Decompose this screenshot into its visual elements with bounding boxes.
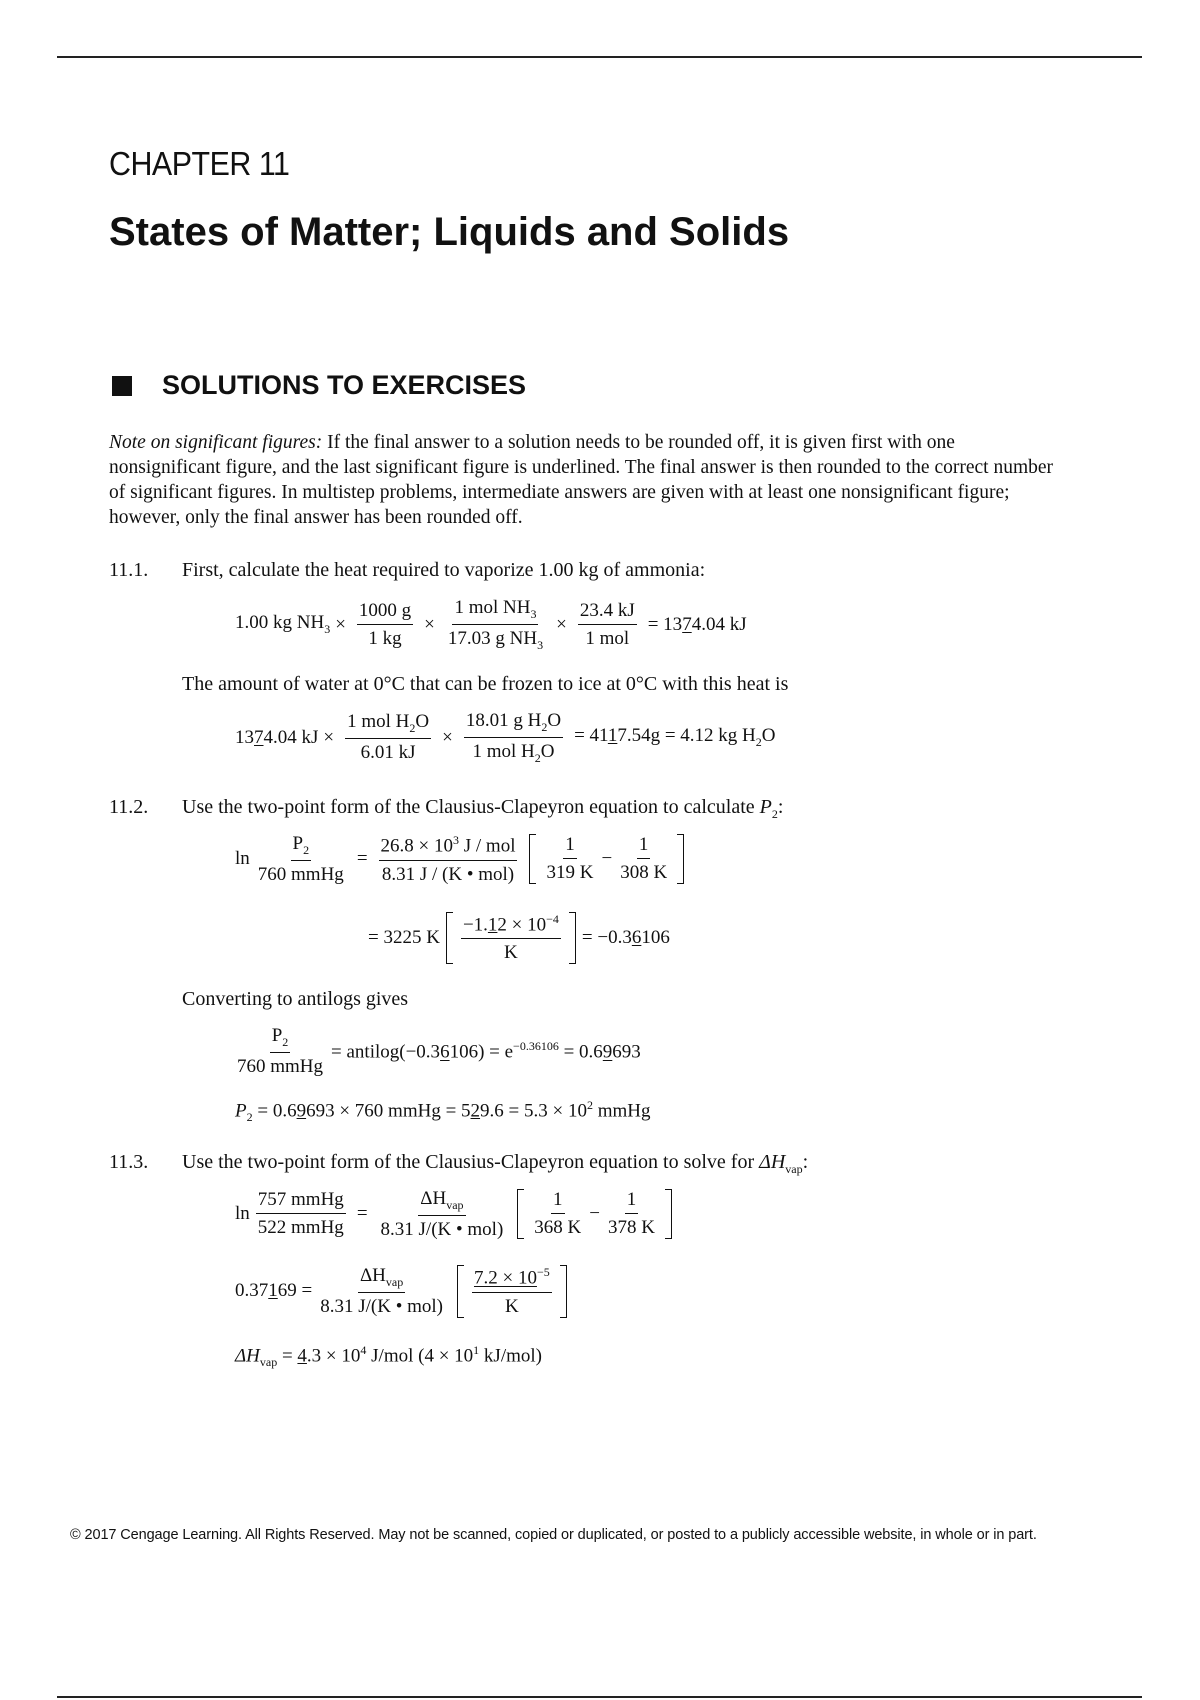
exercise-11-1-intro: First, calculate the heat required to vaporize 1.00 kg of ammonia: <box>182 559 706 581</box>
square-bullet-icon <box>112 376 132 396</box>
exercise-11-1-equation-2: 1374.04 kJ × $\frac{1 mol H_2O}{6.01 kJ}$ × $\frac{18.01 g H_2O}{1 mol H_2O}$ = 4117.54g = 4.12 kg $H_2O$ <box>235 710 776 765</box>
section-heading <box>112 370 526 401</box>
exercise-11-3-equation-3: $\Delta H_{vap} = 4.3 \times 10^4$ J/mol ($4 \times 10^1$ kJ/mol) <box>235 1343 542 1370</box>
exercise-11-1-equation-1: 1.00 kg $NH_3$ × $\frac{1000 g}{1 kg}$ × $\frac{1 mol NH_3}{17.03 g NH_3}$ × $\frac{23.4 kJ}{\text{1 mol}}$ = 1374.04 kJ <box>235 597 747 652</box>
exercise-11-3-equation-1: ln $\frac{\text{757 mmHg}}{\text{522 mmHg}}$ = $\frac{\Delta H_{vap}}{\text{8.31 J/(K • mol)}}$ $\frac{1}{368 K}$ − $\frac{1}{378 K}$ <box>235 1188 678 1241</box>
note-paragraph <box>109 430 1069 530</box>
exercise-11-3-number: 11.3. <box>109 1151 149 1173</box>
note-text: If the final answer to a solution needs to be rounded off, it is given first with one nonsignificant figure, and the last significant figure is underlined. The final answer is then rounded to the correct number of significant figures. In multistep problems, intermediate answers are given with at least one nonsignificant figure; however, only the final answer has been rounded off. <box>109 432 1054 528</box>
exercise-11-1-mid-text: The amount of water at 0°C that can be frozen to ice at 0°C with this heat is <box>182 673 789 695</box>
chapter-label: CHAPTER 11 <box>109 145 290 182</box>
section-heading-text: SOLUTIONS TO EXERCISES <box>162 370 527 400</box>
exercise-11-2-number: 11.2. <box>109 796 149 818</box>
top-rule <box>57 56 1142 58</box>
exercise-11-2-intro: Use the two-point form of the Clausius-Clapeyron equation to calculate $P_2$: <box>182 796 784 821</box>
exercise-11-2-equation-2: = 3225 K $\frac{-1.12 \times 10^{-4}}{K}$ = −0.36106 <box>368 912 670 964</box>
exercise-11-1-number: 11.1. <box>109 559 149 581</box>
copyright-footer: © 2017 Cengage Learning. All Rights Reserved. May not be scanned, copied or duplicated, or posted to a publicly accessible website, in whole or in part. <box>70 1527 1037 1543</box>
exercise-11-3-intro: Use the two-point form of the Clausius-Clapeyron equation to solve for $\Delta H_{vap}$: <box>182 1151 809 1176</box>
exercise-11-2-equation-4: $P_2 = 0.69693 \times 760$ mmHg = $529.6 = 5.3 \times 10^2$ mmHg <box>235 1098 651 1125</box>
exercise-11-3-equation-2: 0.37169 = $\frac{\Delta H_{vap}}{\text{8.31 J/(K • mol)}}$ $\frac{7.2 \times 10^{-5}}{K}$ <box>235 1265 573 1318</box>
exercise-11-2-mid-text: Converting to antilogs gives <box>182 988 409 1010</box>
exercise-11-2-equation-1: ln $\frac{P_2}{\text{760 mmHg}}$ = $\frac{26.8 \times 10^3 J / mol}{\text{8.31 J / (K • mol)}}$ $\frac{1}{319 K}$ − $\frac{1}{308 K}$ <box>235 833 690 886</box>
exercise-11-2-equation-3: $\frac{P_2}{\text{760 mmHg}}$ = antilog(−0.36106) = $e^{-0.36106} = 0.69693$ <box>237 1025 641 1077</box>
bottom-rule <box>57 1696 1142 1698</box>
page-title: States of Matter; Liquids and Solids <box>109 210 790 254</box>
note-label: Note on significant figures: <box>109 432 323 453</box>
